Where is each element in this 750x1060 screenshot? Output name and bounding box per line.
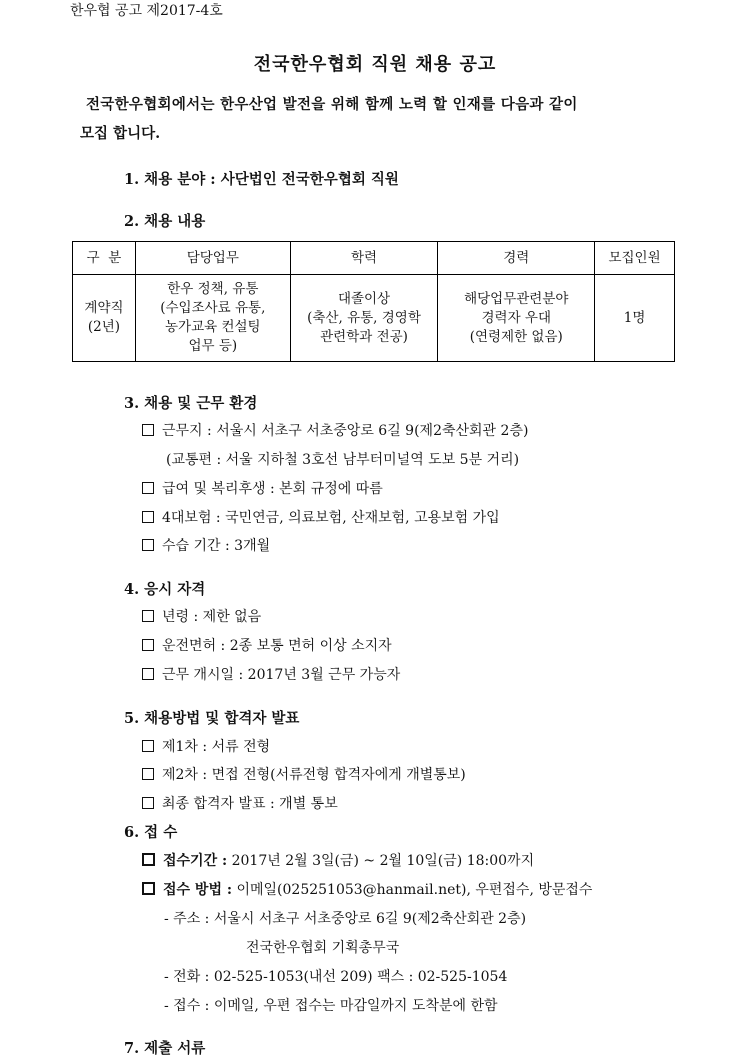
- checkbox-icon: [142, 511, 154, 523]
- section-6-heading: 6. 접 수: [124, 824, 178, 841]
- cell-line: 계약직: [84, 300, 124, 316]
- cell-line: 한우 정책, 유통: [167, 281, 259, 297]
- table-header-row: [73, 242, 675, 275]
- list-item: 최종 합격자 발표 : 개별 통보: [142, 793, 338, 813]
- receipt-phone: - 전화 : 02-525-1053(내선 209) 팩스 : 02-525-1054: [164, 969, 508, 985]
- checkbox-icon: [142, 853, 155, 866]
- checkbox-icon: [142, 639, 154, 651]
- transport-note: (교통편 : 서울 지하철 3호선 남부터미널역 도보 5분 거리): [166, 452, 520, 468]
- section-5-heading: 5. 채용방법 및 합격자 발표: [124, 710, 300, 727]
- cell-duties: [135, 275, 290, 362]
- cell-line: (연령제한 없음): [469, 328, 563, 345]
- checkbox-icon: [142, 610, 154, 622]
- section-4-heading: 4. 응시 자격: [124, 581, 206, 598]
- receipt-address: - 주소 : 서울시 서초구 서초중앙로 6길 9(제2축산회관 2층): [164, 911, 527, 927]
- cell-category: [73, 275, 136, 362]
- header-category: 구 분: [73, 242, 136, 275]
- cell-line: 해당업무관련분야: [464, 290, 569, 307]
- list-item: 근무 개시일 : 2017년 3월 근무 가능자: [142, 664, 400, 684]
- list-item: 제2차 : 면접 전형(서류전형 합격자에게 개별통보): [142, 764, 466, 784]
- cell-line: 경력자 우대: [481, 309, 551, 326]
- cell-line: 업무 등): [188, 338, 238, 354]
- cell-line: 관련학과 전공): [320, 328, 408, 345]
- cell-line: 농가교육 컨설팅: [165, 319, 261, 335]
- table-row: [73, 275, 675, 362]
- section-2-heading: 2. 채용 내용: [124, 213, 206, 230]
- header-education: 학력: [290, 242, 438, 275]
- section-1-heading: 1. 채용 분야 : 사단법인 전국한우협회 직원: [124, 171, 399, 188]
- cell-education: [290, 275, 438, 362]
- checkbox-icon: [142, 424, 154, 436]
- checkbox-icon: [142, 768, 154, 780]
- section-7-heading: 7. 제출 서류: [124, 1040, 206, 1057]
- list-item: 수습 기간 : 3개월: [142, 535, 270, 555]
- list-item: 급여 및 복리후생 : 본회 규정에 따름: [142, 478, 383, 498]
- section-3-heading: 3. 채용 및 근무 환경: [124, 395, 258, 412]
- cell-line: (2년): [87, 319, 121, 335]
- checkbox-icon: [142, 740, 154, 752]
- recruitment-table: [72, 241, 675, 362]
- notice-number: 한우협 공고 제2017-4호: [70, 3, 223, 19]
- checkbox-icon: [142, 668, 154, 680]
- checkbox-icon: [142, 797, 154, 809]
- cell-line: (축산, 유통, 경영학: [307, 309, 421, 326]
- list-item: 년령 : 제한 없음: [142, 606, 261, 626]
- receipt-period: 접수기간 : 2017년 2월 3일(금) ~ 2월 10일(금) 18:00까지: [142, 850, 534, 870]
- header-experience: 경력: [438, 242, 595, 275]
- cell-experience: [438, 275, 595, 362]
- checkbox-icon: [142, 882, 155, 895]
- header-count: 모집인원: [595, 242, 675, 275]
- cell-count: 1명: [595, 275, 675, 362]
- cell-line: (수입조사료 유통,: [160, 300, 266, 316]
- cell-line: 대졸이상: [337, 290, 391, 307]
- intro-line-2: 모집 합니다.: [80, 125, 161, 142]
- intro-line-1: 전국한우협회에서는 한우산업 발전을 위해 함께 노력 할 인재를 다음과 같이: [86, 96, 578, 113]
- checkbox-icon: [142, 539, 154, 551]
- receipt-note: - 접수 : 이메일, 우편 접수는 마감일까지 도착분에 한함: [164, 998, 498, 1014]
- checkbox-icon: [142, 482, 154, 494]
- page-title: 전국한우협회 직원 채용 공고: [253, 54, 497, 75]
- list-item: 근무지 : 서울시 서초구 서초중앙로 6길 9(제2축산회관 2층): [142, 420, 528, 440]
- list-item: 4대보험 : 국민연금, 의료보험, 산재보험, 고용보험 가입: [142, 507, 500, 527]
- list-item: 제1차 : 서류 전형: [142, 736, 270, 756]
- list-item: 운전면허 : 2종 보통 면허 이상 소지자: [142, 635, 392, 655]
- receipt-address-dept: 전국한우협회 기획총무국: [246, 940, 400, 956]
- receipt-method: 접수 방법 : 이메일(025251053@hanmail.net), 우편접수, 방문접수: [142, 879, 592, 899]
- header-duties: 담당업무: [135, 242, 290, 275]
